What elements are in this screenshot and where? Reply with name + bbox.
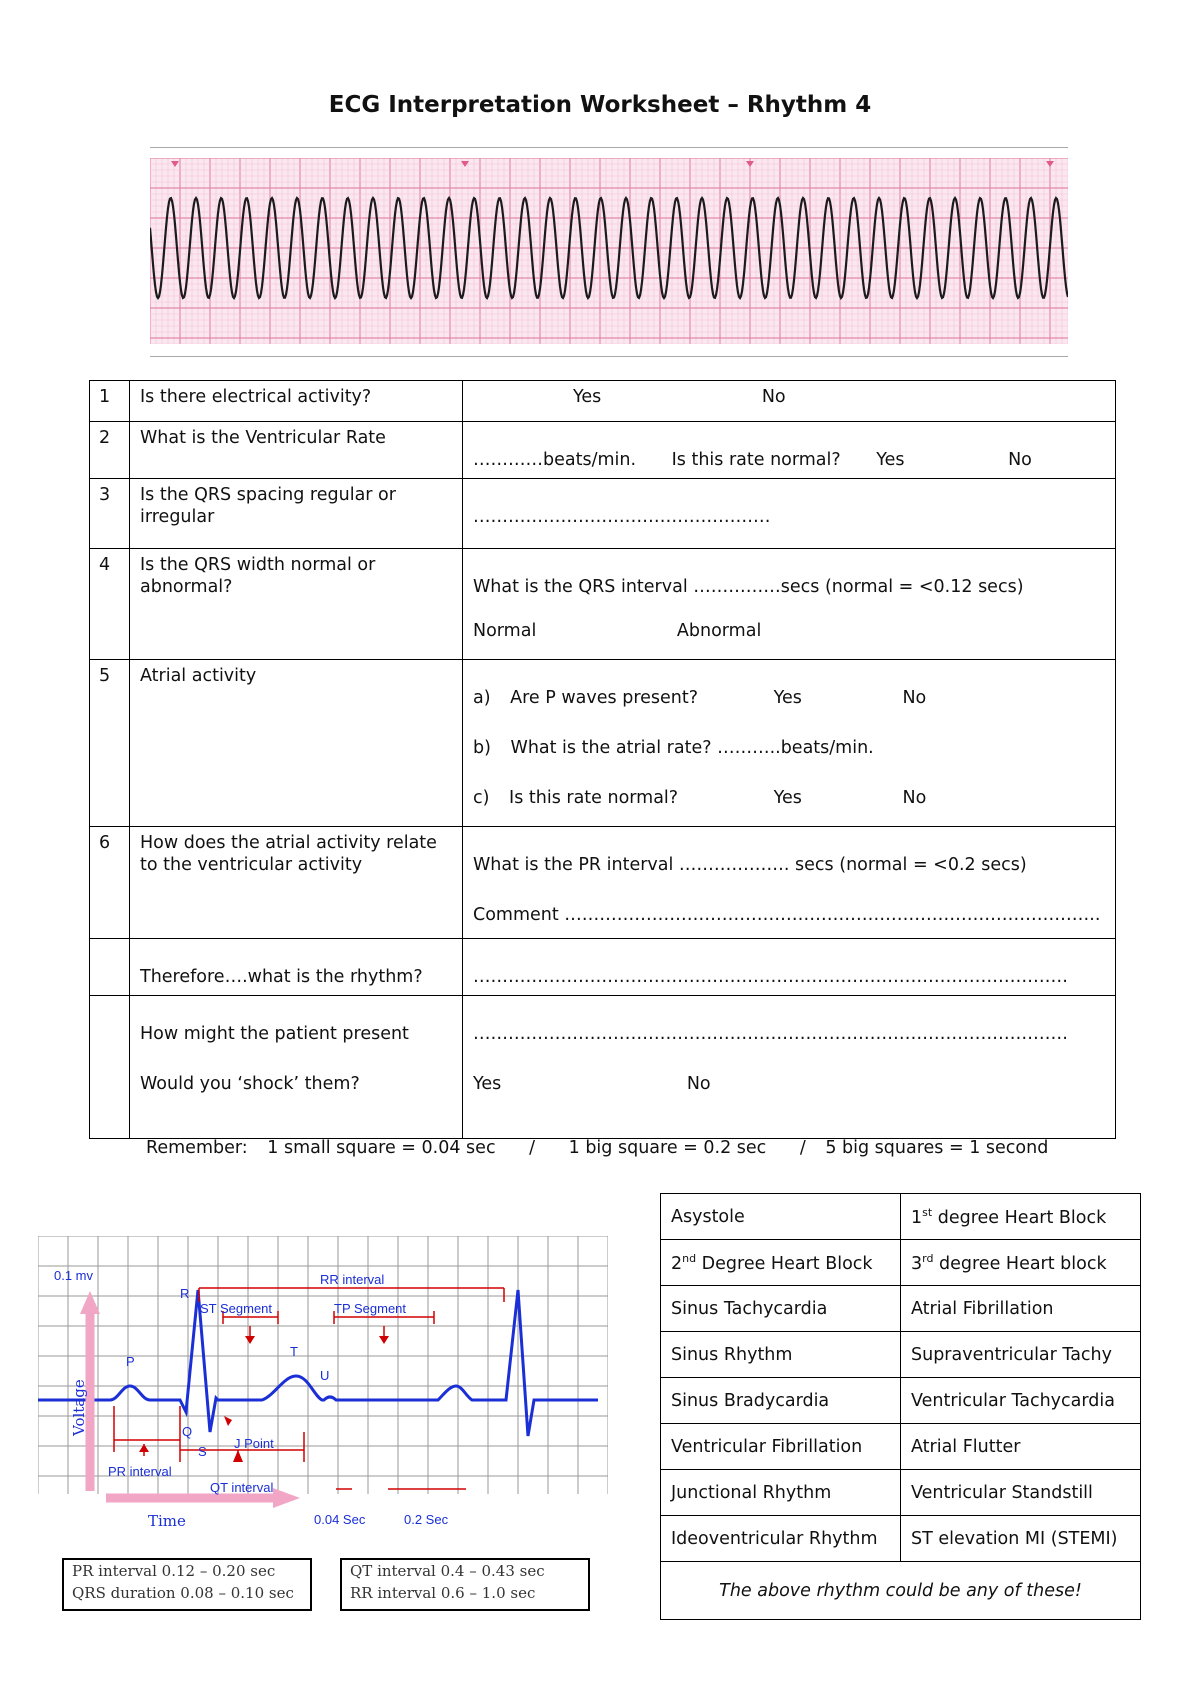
rhythm-option[interactable]: Supraventricular Tachy [901,1332,1141,1378]
rhythm-option[interactable]: Atrial Fibrillation [901,1286,1141,1332]
question-number [90,996,130,1139]
yes-option[interactable]: Yes [473,1074,502,1094]
q-label: Q [182,1424,193,1439]
ecg-reference-diagram [38,1236,608,1556]
yes-option[interactable]: Yes [573,387,602,407]
strip-border-bottom [150,356,1068,357]
pr-interval-label: PR interval [108,1464,172,1479]
table-row [90,381,1116,422]
normal-option[interactable]: Normal [473,621,537,641]
page-title: ECG Interpretation Worksheet – Rhythm 4 [328,92,872,118]
table-row [90,827,1116,939]
table-row [90,549,1116,660]
table-row [661,1286,1141,1332]
no-option[interactable]: No [902,688,927,708]
atrial-rate-blank[interactable]: What is the atrial rate? ………..beats/min. [510,738,874,758]
question-text: Atrial activity [130,660,463,827]
answer-cell[interactable] [463,939,1116,996]
table-row [90,422,1116,479]
presentation-blank[interactable]: ………………………………………………………………………………………… [473,1024,1068,1044]
rhythm-option[interactable]: Sinus Rhythm [661,1332,901,1378]
reference-box-right: QT interval 0.4 – 0.43 sec RR interval 0.6 – 1.0 sec [340,1558,590,1611]
rhythm-option[interactable]: ST elevation MI (STEMI) [901,1516,1141,1562]
table-row [90,479,1116,549]
answer-cell[interactable] [463,827,1116,939]
time-label: Time [148,1512,186,1530]
rhythm-option[interactable]: Ventricular Fibrillation [661,1424,901,1470]
question-number [90,939,130,996]
comment-blank[interactable]: Comment ……………………………………………………………………………….. [473,905,1101,925]
st-segment-label: ST Segment [200,1301,273,1316]
rhythm-option[interactable]: Sinus Tachycardia [661,1286,901,1332]
strip-border-top [150,147,1068,148]
no-option[interactable]: No [1008,450,1032,470]
p-waves-question: Are P waves present? [510,688,699,708]
atrial-rate-question: Is this rate normal? [509,788,679,808]
rhythm-option[interactable]: Ventricular Tachycardia [901,1378,1141,1424]
rhythm-options-table [660,1193,1141,1620]
voltage-arrow-icon [80,1291,100,1314]
table-row [661,1194,1141,1240]
abnormal-option[interactable]: Abnormal [676,621,762,641]
qt-interval-label: QT interval [210,1480,274,1495]
answer-cell[interactable] [463,479,1116,549]
question-number: 1 [90,381,130,422]
question-number: 5 [90,660,130,827]
question-text: Is there electrical activity? [130,381,463,422]
question-text: Is the QRS spacing regular or irregular [130,479,463,549]
question-number: 3 [90,479,130,549]
answer-cell[interactable] [463,996,1116,1139]
table-row [661,1240,1141,1286]
t-label: T [290,1344,298,1359]
rhythm-option[interactable]: Sinus Bradycardia [661,1378,901,1424]
rhythm-option[interactable]: Atrial Flutter [901,1424,1141,1470]
rate-normal-question: Is this rate normal? [671,450,841,470]
big-square-label: 0.2 Sec [404,1512,449,1527]
question-number: 4 [90,549,130,660]
answer-cell[interactable] [463,422,1116,479]
no-option[interactable]: No [686,1074,711,1094]
r-label: R [180,1286,190,1301]
rhythm-note: The above rhythm could be any of these! [661,1562,1141,1620]
rhythm-blank[interactable]: ………………………………………………………………………………………… [473,967,1068,987]
ecg-rhythm-strip [150,158,1068,344]
table-row [90,996,1116,1139]
table-row [661,1562,1141,1620]
table-row [661,1332,1141,1378]
yes-option[interactable]: Yes [876,450,905,470]
table-row [90,660,1116,827]
table-row [661,1516,1141,1562]
question-text: Therefore….what is the rhythm? [130,939,463,996]
rhythm-option[interactable]: Ventricular Standstill [901,1470,1141,1516]
s-label: S [198,1444,207,1459]
rhythm-option[interactable]: Ideoventricular Rhythm [661,1516,901,1562]
table-row [661,1378,1141,1424]
no-option[interactable]: No [761,387,786,407]
question-text: How does the atrial activity relate to the ventricular activity [130,827,463,939]
no-option[interactable]: No [902,788,927,808]
tp-segment-label: TP Segment [334,1301,407,1316]
rr-interval-label: RR interval [320,1272,385,1287]
table-row [661,1470,1141,1516]
qrs-interval-blank[interactable]: What is the QRS interval ……………secs (normal = <0.12 secs) [473,577,1024,597]
rhythm-option[interactable]: Asystole [661,1194,901,1240]
yes-option[interactable]: Yes [773,788,802,808]
table-row [661,1424,1141,1470]
remember-note: Remember: 1 small square = 0.04 sec / 1 big square = 0.2 sec / 5 big squares = 1 second [146,1138,1049,1158]
spacing-blank[interactable]: …………………………………………… [473,507,771,527]
ecg-waveform [38,1290,598,1436]
rhythm-option[interactable]: Junctional Rhythm [661,1470,901,1516]
rhythm-option[interactable]: 2nd Degree Heart Block [661,1240,901,1286]
u-label: U [320,1368,330,1383]
pr-interval-blank[interactable]: What is the PR interval ………………. secs (normal = <0.2 secs) [473,855,1027,875]
answer-cell[interactable] [463,549,1116,660]
answer-cell[interactable] [463,381,1116,422]
question-text: Is the QRS width normal or abnormal? [130,549,463,660]
worksheet-table [89,380,1116,1139]
question-text: How might the patient present Would you ‘shock’ them? [130,996,463,1139]
rate-blank[interactable]: …………beats/min. [473,450,637,470]
question-number: 6 [90,827,130,939]
small-square-label: 0.04 Sec [314,1512,366,1527]
time-arrow-icon [273,1488,300,1508]
reference-box-left: PR interval 0.12 – 0.20 sec QRS duration 0.08 – 0.10 sec [62,1558,312,1611]
amplitude-label: 0.1 mv [54,1268,94,1283]
question-text: What is the Ventricular Rate [130,422,463,479]
rhythm-option[interactable]: 3rd degree Heart block [901,1240,1141,1286]
voltage-label: Voltage [70,1379,88,1436]
yes-option[interactable]: Yes [773,688,802,708]
question-number: 2 [90,422,130,479]
rhythm-option[interactable]: 1st degree Heart Block [901,1194,1141,1240]
table-row [90,939,1116,996]
j-point-label: J Point [234,1436,274,1451]
p-label: P [126,1354,135,1369]
answer-cell[interactable]: a) Are P waves present? Yes No b) What is the atrial rate? ………..beats/min. c) Is this rate normal? Yes No [463,660,1116,827]
